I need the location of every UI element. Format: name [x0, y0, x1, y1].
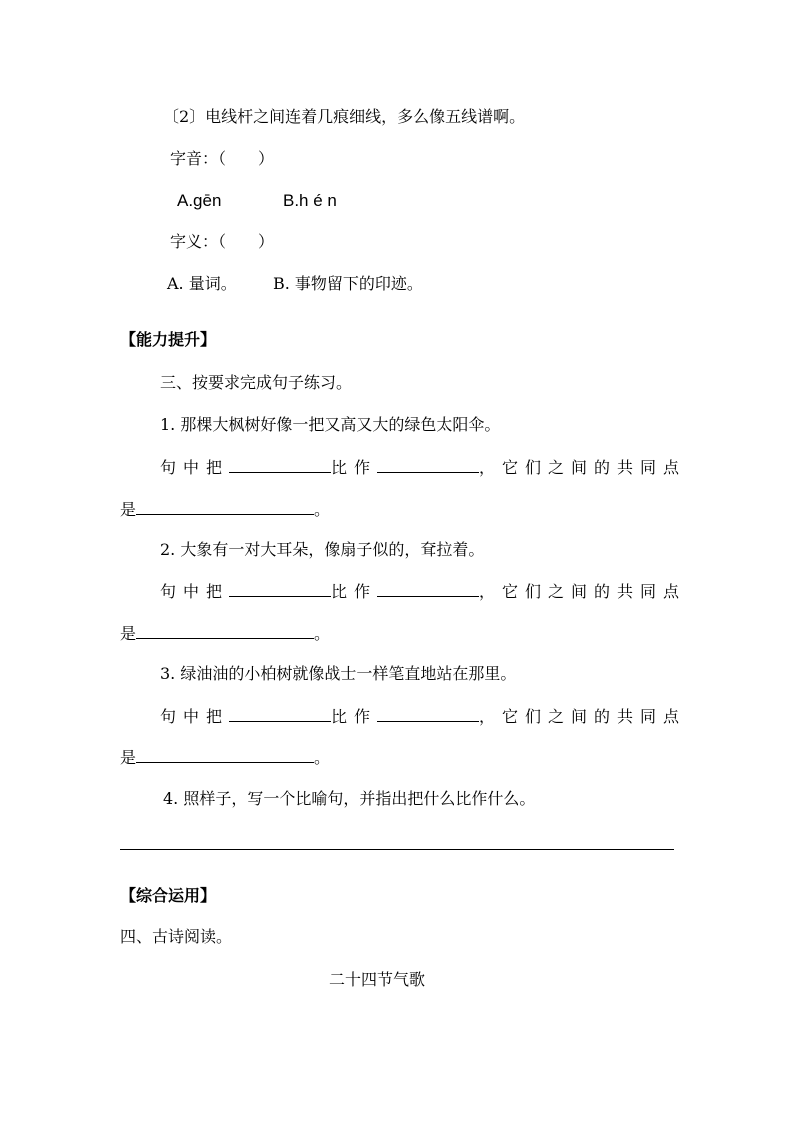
answer-blank[interactable] [229, 705, 331, 722]
fill-line-1 [160, 456, 686, 479]
poem-title: 二十四节气歌 [329, 970, 426, 989]
answer-blank[interactable] [377, 705, 479, 722]
fill-text: ，它们之间的共同点 [479, 707, 687, 726]
answer-blank[interactable] [377, 580, 479, 597]
question-2-sentence: 〔2〕电线杆之间连着几痕细线，多么像五线谱啊。 [163, 107, 526, 126]
task-4-instruction: 四、古诗阅读。 [120, 927, 233, 946]
fill-text: 比作 [331, 582, 378, 601]
sentence-2: 2. 大象有一对大耳朵，像扇子似的，耷拉着。 [160, 540, 485, 559]
fill-text: 句中把 [160, 707, 230, 726]
fill-line-3b [120, 746, 330, 769]
answer-blank[interactable] [229, 580, 331, 597]
fill-text: 句中把 [160, 582, 230, 601]
answer-blank[interactable] [377, 456, 479, 473]
section-heading-comprehensive: 【综合运用】 [120, 886, 217, 905]
task-3-instruction: 三、按要求完成句子练习。 [160, 373, 353, 392]
meaning-option-b: B. 事物留下的印迹。 [273, 274, 423, 293]
answer-blank[interactable] [136, 746, 314, 763]
pronunciation-option-a: A.gēn [177, 191, 222, 210]
fill-text: 比作 [331, 458, 378, 477]
fill-text: 。 [314, 748, 331, 767]
fill-text: 。 [314, 624, 331, 643]
section-heading-ability: 【能力提升】 [120, 330, 217, 349]
fill-text: 句中把 [160, 458, 230, 477]
sentence-1: 1. 那棵大枫树好像一把又高又大的绿色太阳伞。 [160, 415, 501, 434]
fill-line-2b [120, 622, 330, 645]
pronunciation-label: 字音：（ ） [170, 149, 275, 168]
fill-text: 是 [120, 748, 137, 767]
meaning-label: 字义：（ ） [170, 232, 275, 251]
answer-blank[interactable] [136, 498, 314, 515]
fill-text: 比作 [331, 707, 378, 726]
answer-blank[interactable] [229, 456, 331, 473]
answer-blank[interactable] [136, 622, 314, 639]
pronunciation-option-b: B.h é n [283, 191, 337, 210]
fill-text: ，它们之间的共同点 [479, 582, 687, 601]
fill-line-3 [160, 705, 686, 728]
sentence-3: 3. 绿油油的小柏树就像战士一样笔直地站在那里。 [160, 664, 517, 683]
fill-line-2 [160, 580, 686, 603]
fill-text: 是 [120, 624, 137, 643]
answer-line[interactable] [120, 849, 674, 850]
sentence-4: 4. 照样子，写一个比喻句，并指出把什么比作什么。 [163, 789, 536, 808]
meaning-option-a: A. 量词。 [167, 274, 237, 293]
fill-text: 。 [314, 500, 331, 519]
fill-text: 是 [120, 500, 137, 519]
fill-line-1b [120, 498, 330, 521]
fill-text: ，它们之间的共同点 [479, 458, 687, 477]
